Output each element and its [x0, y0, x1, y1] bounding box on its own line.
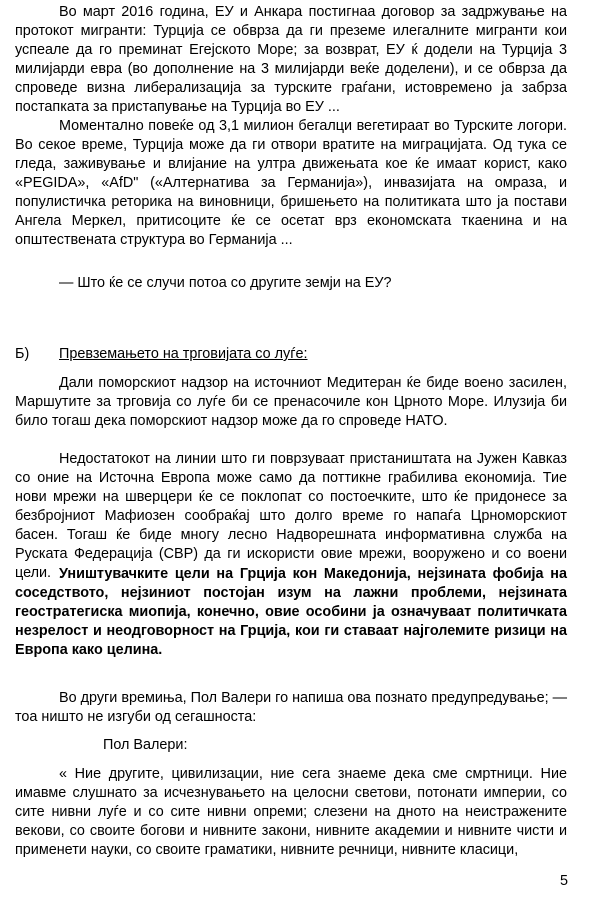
section-heading: Превземањето на трговијата со луѓе:: [59, 346, 308, 362]
valery-label: Пол Валери:: [103, 737, 188, 753]
paragraph-question: — Што ќе се случи потоа со другите земји на ЕУ?: [59, 275, 392, 291]
paragraph-maritime: Дали поморскиот надзор на источниот Медитеран ќе биде воено засилен, Маршутите за трговија со луѓе би се пренасочиле кон Црното Море. Илузија би било тогаш дека поморскиот надзор може да го спроведе НАТО.: [15, 375, 567, 429]
paragraph-greece-bold: Уништувачките цели на Грција кон Македонија, нејзината фобија на соседството, нејзиниот постојан изум на лажни проблеми, нејзината геостратегиска миопија, конечно, овие особини ја означуваат политичката незрелост и неодговорност на Грција, кои ги ставаат најголемите ризици на Европа како целина.: [15, 566, 567, 658]
paragraph-valery-intro: Во други времиња, Пол Валери го напиша ова познато предупредување; — тоа ништо не изгуби од сегашноста:: [15, 690, 567, 725]
paragraph-refugees: Моментално повеќе од 3,1 милион бегалци вегетираат во Турските логори. Во секое време, Турција може да ги отвори вратите на миграцијата. Од тука се гледа, заживување и влијание на ултра движењата кое ќе имаат корист, како «PEGIDA», «AfD" («Алтернатива за Германија»), инвазијата на омраза, и популистичка реторика на виновници, бришењето на политиката што ја постави Ангела Меркел, притисоците ќе се осетат врз економската ткаенина и на општествената структура во Германија ...: [15, 118, 567, 248]
paragraph-eu-turkey-deal: Во март 2016 година, ЕУ и Анкара постигнаа договор за задржување на протокот мигранти: Турција се обврза да ги преземе илегалните мигранти кои успеале да го преминат Егејското Море; за возврат, ЕУ ќ додели на Турција 3 милијарди евра (во дополнение на 3 милијарди веќе доделени), и се обврза да спроведе визна либерализација за турските граѓани, истовремено ја забрза постапката за пристапување на Турција во ЕУ ...: [15, 4, 567, 115]
page-number: 5: [559, 873, 568, 889]
paragraph-smuggling: Недостатокот на линии што ги поврзуваат пристаништата на Јужен Кавказ со оние на Источна Европа може само да поттикне грабилива економија. Тие нови мрежи на шверцери ќе се поклопат со постоечките, што ќе придонесе за безбројниот Мафиозен сообраќај што долго време го напаѓа Црноморскиот басен. Тогаш ќе биде многу лесно Надворешната информативна служба на Руската Федерација (СВР) да ги искористи овие мрежи, вооружено и со воени цели.: [15, 451, 567, 581]
section-label: Б): [15, 346, 30, 362]
paragraph-valery-quote: « Ние другите, цивилизации, ние сега знаеме дека сме смртници. Ние имавме слушнато за исчезнувањето на целосни светови, потонати империи, со сите нивни луѓе и со сите нивни опреми; слезени на дното на неистражените векови, со своите богови и нивните закони, нивните академии и нивните чисти и применети науки, со своите граматики, нивните речници, нивните класици,: [15, 766, 567, 858]
